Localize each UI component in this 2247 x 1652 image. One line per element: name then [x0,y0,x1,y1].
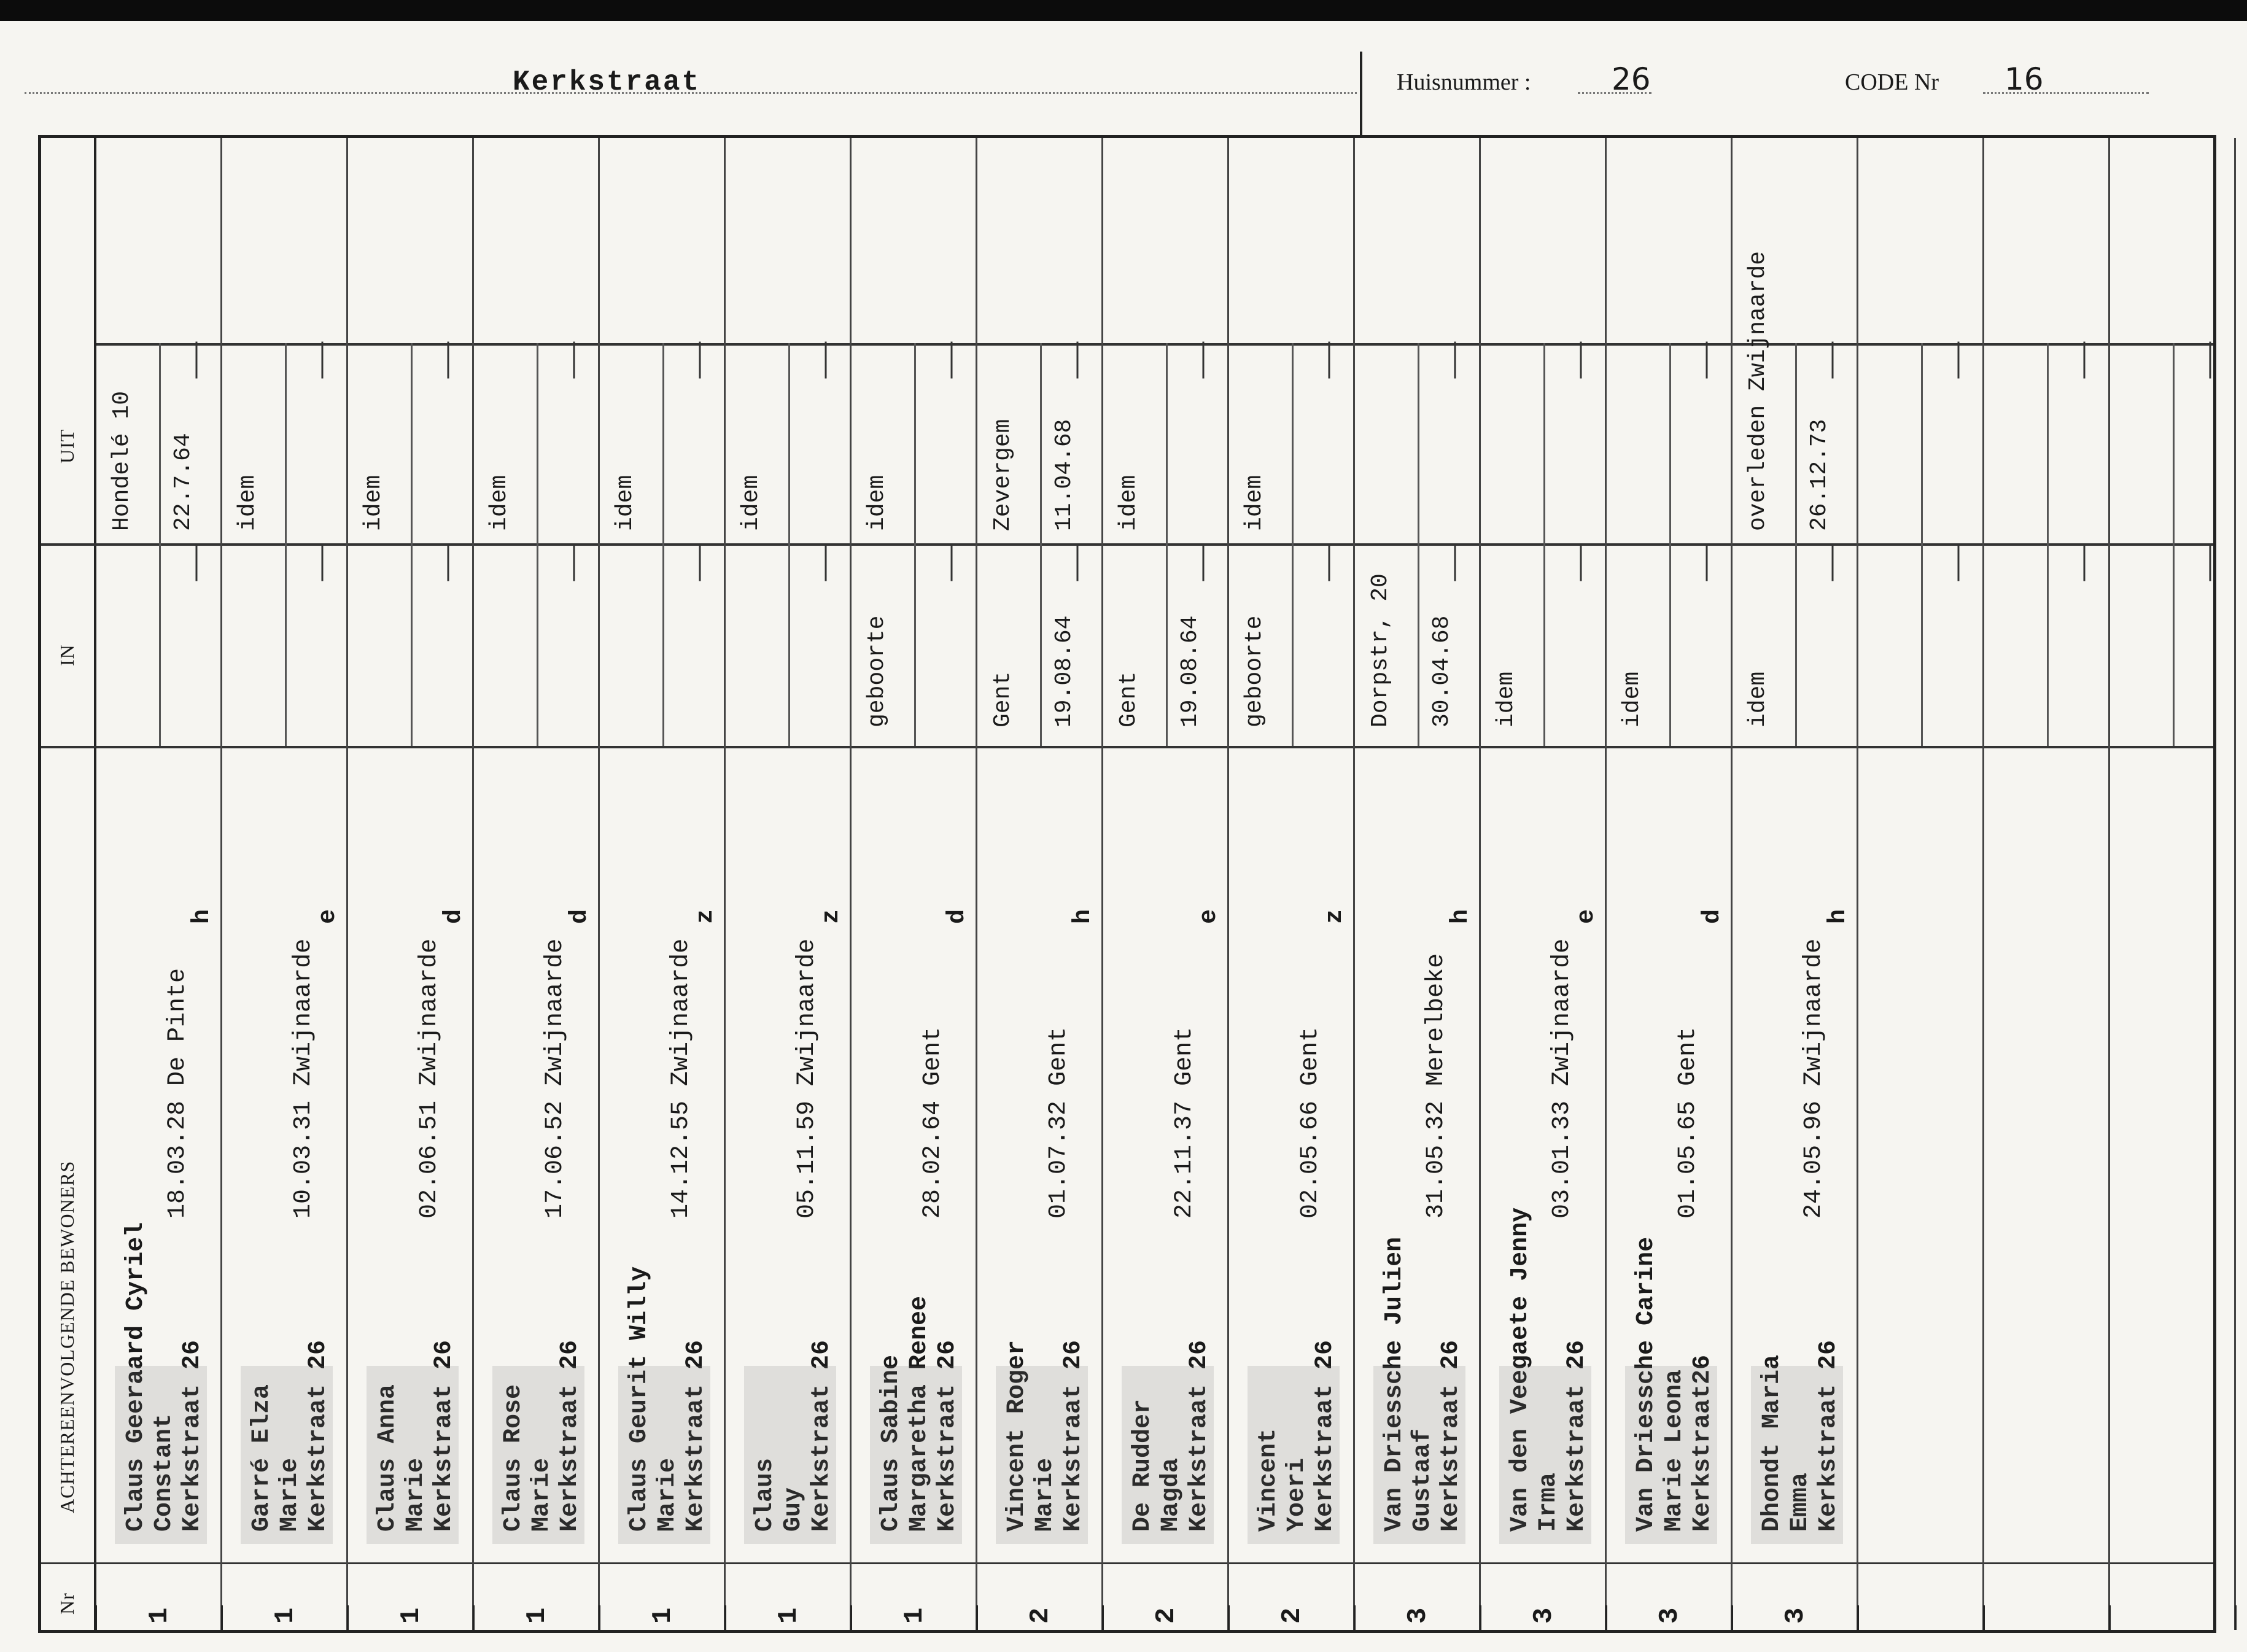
tick-mark [850,1605,852,1630]
resident-address: Kerkstraat 26 [1437,1340,1465,1532]
resident-relation: e [314,909,342,924]
resident-nr: 2 [1277,1607,1308,1624]
empty-mark [447,545,449,581]
resident-column [474,138,600,1630]
in-label: IN [56,644,78,666]
uit-place: idem [1241,475,1268,531]
tick-mark [1354,1605,1356,1630]
resident-given-name: Marie Leona [1661,1369,1688,1532]
tick-mark [976,1605,978,1630]
resident-relation: z [1321,909,1349,924]
tick-mark [95,1605,97,1630]
empty-mark [447,342,449,379]
resident-column [348,138,474,1630]
code-number: 16 [2004,61,2044,97]
stamp-shading [1625,1366,1717,1544]
in-place: idem [1619,671,1645,727]
resident-given-name: Marie [1031,1457,1059,1532]
resident-birth: 10.03.31 Zwijnaarde [290,938,317,1219]
resident-name: Claus Sabine [877,1354,905,1532]
stamp-shading [1373,1366,1465,1544]
resident-column [726,138,852,1630]
in-place: Gent [1116,671,1142,727]
uit-place: Hondelé 10 [109,390,135,531]
resident-address: Kerkstraat 26 [1815,1340,1842,1532]
uit-place: Zevergem [990,419,1016,531]
uit-date: 11.04.68 [1051,419,1077,531]
resident-name: Van Driessche Julien [1381,1236,1408,1532]
nr-label: Nr [56,1592,78,1615]
resident-address: Kerkstraat 26 [934,1340,961,1532]
empty-mark [2083,545,2085,581]
empty-mark [1328,545,1330,581]
resident-given-name: Irma [1535,1472,1562,1532]
sub-divider [2173,343,2175,746]
sub-divider [2047,343,2049,746]
resident-address: Kerkstraat 26 [430,1340,458,1532]
empty-mark [1454,545,1456,581]
in-place: idem [1493,671,1519,727]
uit-date: 26.12.73 [1806,419,1833,531]
tick-mark [599,1605,600,1630]
resident-birth: 02.06.51 Zwijnaarde [416,938,443,1219]
empty-mark [825,545,826,581]
street-name: Kerkstraat [513,66,701,98]
resident-relation: e [1195,909,1223,924]
resident-relation: d [440,909,468,924]
resident-column [222,138,348,1630]
resident-given-name: Marie [654,1457,681,1532]
resident-relation: d [944,909,971,924]
in-date: 19.08.64 [1177,615,1203,727]
resident-address: Kerkstraat 26 [1563,1340,1591,1532]
resident-birth: 05.11.59 Zwijnaarde [793,938,821,1219]
in-place: geboorte [1241,615,1268,727]
resident-column [852,138,977,1630]
stamp-shading [1499,1366,1591,1544]
stamp-shading [241,1366,333,1544]
resident-relation: d [1699,909,1726,924]
uit-place: idem [864,475,890,531]
resident-column [977,138,1103,1630]
sub-divider [1921,343,1923,746]
resident-name: Claus Rose [500,1384,527,1532]
sub-divider [159,343,161,746]
uit-place: overleden Zwijnaarde [1745,250,1771,531]
resident-column [1858,138,1984,1630]
resident-birth: 18.03.28 De Pinte [164,968,192,1219]
tick-mark [1102,1605,1104,1630]
resident-nr: 3 [1529,1607,1559,1624]
resident-nr: 1 [899,1607,930,1624]
resident-birth: 03.01.33 Zwijnaarde [1548,938,1576,1219]
register-form [38,135,2216,1633]
resident-nr: 2 [1025,1607,1056,1624]
empty-mark [1328,342,1330,379]
resident-relation: h [1825,909,1852,924]
resident-column [1103,138,1229,1630]
resident-birth: 28.02.64 Gent [919,1026,947,1219]
in-date: 19.08.64 [1051,615,1077,727]
resident-address: Kerkstraat 26 [682,1340,710,1532]
resident-given-name: Gustaaf [1409,1428,1437,1532]
tick-mark [221,1605,223,1630]
resident-name: Dhondt Maria [1758,1354,1786,1532]
empty-mark [1580,342,1581,379]
code-label: CODE Nr [1845,69,1939,95]
uit-date: 22.7.64 [170,433,196,531]
resident-given-name: Guy [780,1487,807,1532]
resident-nr: 3 [1780,1607,1811,1624]
resident-column [600,138,726,1630]
stamp-shading [1248,1366,1340,1544]
resident-birth: 22.11.37 Gent [1171,1026,1198,1219]
stamp-shading [115,1366,207,1544]
resident-name: Claus [751,1457,779,1532]
bottom-ticks [41,1605,2213,1630]
resident-nr: 3 [1403,1607,1434,1624]
resident-address: Kerkstraat 26 [1311,1340,1339,1532]
empty-mark [2209,545,2211,581]
resident-given-name: Emma [1787,1472,1814,1532]
sub-divider [1418,343,1419,746]
empty-mark [825,342,826,379]
resident-birth: 17.06.52 Zwijnaarde [541,938,569,1219]
in-place: geboorte [864,615,890,727]
resident-column [1733,138,1858,1630]
tick-mark [1983,1605,1985,1630]
resident-name: Vincent [1255,1428,1283,1532]
sub-divider [1292,343,1294,746]
resident-given-name: Margaretha Renee [906,1295,933,1532]
sub-divider [537,343,538,746]
resident-name: Van Driessche Carine [1632,1236,1660,1532]
resident-name: Van den Veegaete Jenny [1507,1207,1534,1532]
in-date: 30.04.68 [1429,615,1455,727]
empty-mark [1454,342,1456,379]
empty-mark [1706,545,1707,581]
resident-birth: 02.05.66 Gent [1297,1026,1324,1219]
stamp-shading [1122,1366,1214,1544]
resident-column [1355,138,1481,1630]
resident-name: Claus Geurit Willy [626,1266,653,1532]
resident-given-name: Marie [402,1457,430,1532]
resident-address: Kerkstraat 26 [305,1340,332,1532]
stamp-shading [996,1366,1088,1544]
stamp-shading [492,1366,584,1544]
resident-column [2110,138,2236,1630]
sub-divider [914,343,916,746]
resident-address: Kerkstraat 26 [1060,1340,1087,1532]
tick-mark [347,1605,349,1630]
tick-mark [1228,1605,1230,1630]
uit-place: idem [612,475,638,531]
in-place: idem [1745,671,1771,727]
resident-given-name: Magda [1157,1457,1185,1532]
stamp-shading [1751,1366,1843,1544]
empty-mark [1076,545,1078,581]
resident-address: Kerkstraat26 [1689,1354,1717,1532]
empty-mark [699,545,700,581]
empty-mark [1076,342,1078,379]
tick-mark [724,1605,726,1630]
resident-address: Kerkstraat 26 [556,1340,584,1532]
resident-column [2236,138,2247,1630]
resident-column [1229,138,1355,1630]
sub-divider [285,343,287,746]
top-scan-border [0,0,2247,21]
stamp-shading [744,1366,836,1544]
resident-relation: z [692,909,720,924]
sub-divider [1795,343,1797,746]
house-number-label: Huisnummer : [1397,69,1531,95]
empty-mark [1706,342,1707,379]
resident-birth: 24.05.96 Zwijnaarde [1800,938,1828,1219]
tick-mark [1605,1605,1607,1630]
header-divider [1360,52,1362,138]
uit-place: idem [360,475,387,531]
tick-mark [473,1605,475,1630]
resident-nr: 1 [396,1607,427,1624]
stamp-shading [618,1366,710,1544]
sub-divider [788,343,790,746]
resident-column [1481,138,1607,1630]
empty-mark [950,545,952,581]
resident-nr: 1 [774,1607,804,1624]
empty-mark [699,342,700,379]
tick-mark [1731,1605,1733,1630]
tick-mark [1857,1605,1859,1630]
residents-label: ACHTEREENVOLGENDE BEWONERS [56,1160,78,1513]
empty-mark [195,342,197,379]
resident-column [1984,138,2110,1630]
stamp-shading [367,1366,459,1544]
label-column [41,138,96,1630]
sub-divider [662,343,664,746]
resident-column [1607,138,1733,1630]
resident-given-name: Marie [276,1457,304,1532]
empty-mark [321,342,323,379]
empty-mark [1202,342,1204,379]
tick-mark [2235,1605,2237,1630]
sub-divider [1040,343,1042,746]
resident-nr: 1 [144,1607,175,1624]
empty-mark [2209,342,2211,379]
resident-birth: 01.07.32 Gent [1045,1026,1073,1219]
resident-birth: 31.05.32 Merelbeke [1422,953,1450,1219]
empty-mark [573,545,575,581]
empty-mark [2083,342,2085,379]
resident-nr: 1 [648,1607,678,1624]
resident-name: Vincent Roger [1003,1340,1031,1532]
uit-place: idem [235,475,261,531]
uit-place: idem [738,475,764,531]
resident-nr: 1 [270,1607,301,1624]
sub-divider [1669,343,1671,746]
resident-given-name: Marie [528,1457,556,1532]
tick-mark [2109,1605,2111,1630]
resident-relation: h [1447,909,1475,924]
resident-address: Kerkstraat 26 [808,1340,836,1532]
resident-name: Claus Anna [374,1384,402,1532]
sub-divider [1166,343,1168,746]
resident-given-name: Yoeri [1283,1457,1311,1532]
empty-mark [1957,545,1959,581]
resident-relation: h [188,909,216,924]
empty-mark [1202,545,1204,581]
resident-relation: e [1573,909,1601,924]
uit-place: idem [486,475,513,531]
tick-mark [1480,1605,1481,1630]
empty-mark [1831,342,1833,379]
resident-birth: 01.05.65 Gent [1674,1026,1702,1219]
resident-address: Kerkstraat 26 [179,1340,206,1532]
resident-birth: 14.12.55 Zwijnaarde [667,938,695,1219]
stamp-shading [870,1366,962,1544]
in-place: Dorpstr, 20 [1367,573,1394,727]
sub-divider [1543,343,1545,746]
in-place: Gent [990,671,1016,727]
resident-given-name: Constant [150,1413,178,1532]
sub-divider [411,343,413,746]
empty-mark [195,545,197,581]
empty-mark [1831,545,1833,581]
resident-nr: 3 [1655,1607,1685,1624]
empty-mark [321,545,323,581]
house-number: 26 [1612,61,1651,97]
resident-name: Garré Elza [248,1384,276,1532]
resident-name: De Rudder [1129,1398,1157,1532]
resident-name: Claus Geeraard Cyriel [122,1222,150,1532]
resident-address: Kerkstraat 26 [1186,1340,1213,1532]
empty-mark [1580,545,1581,581]
empty-mark [1957,342,1959,379]
resident-column [96,138,222,1630]
resident-nr: 1 [522,1607,553,1624]
resident-nr: 2 [1151,1607,1182,1624]
uit-label: UIT [56,429,78,463]
resident-relation: h [1069,909,1097,924]
empty-mark [950,342,952,379]
uit-place: idem [1116,475,1142,531]
empty-mark [573,342,575,379]
resident-relation: z [818,909,845,924]
resident-relation: d [566,909,594,924]
